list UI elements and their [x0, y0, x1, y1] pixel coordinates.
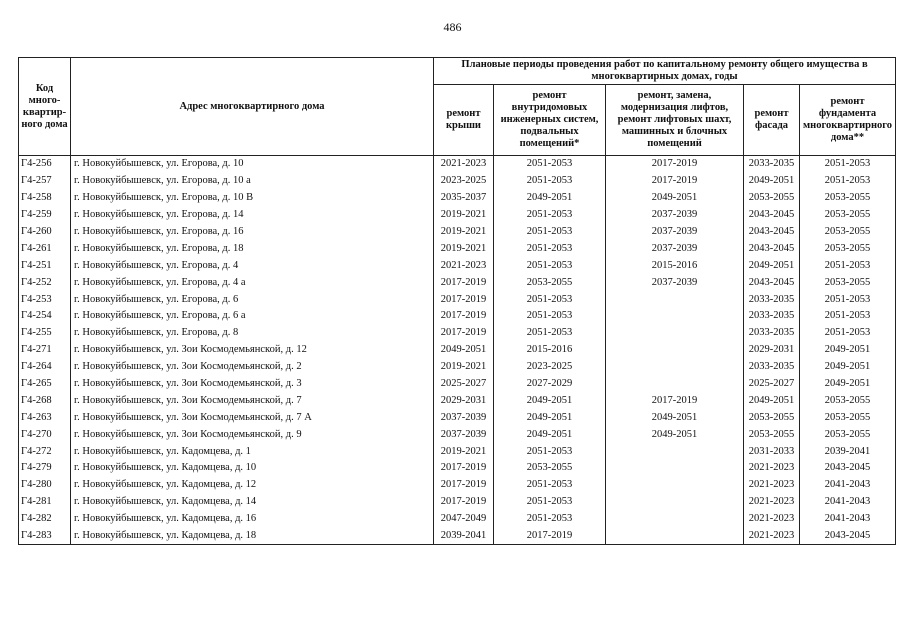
- cell-foundation: 2043-2045: [800, 460, 896, 477]
- cell-code: Г4-265: [19, 376, 71, 393]
- cell-elevators: 2049-2051: [606, 426, 744, 443]
- cell-foundation: 2053-2055: [800, 426, 896, 443]
- cell-elevators: 2015-2016: [606, 257, 744, 274]
- cell-engineering: 2051-2053: [494, 207, 606, 224]
- cell-facade: 2021-2023: [744, 528, 800, 545]
- column-group-header-periods: Плановые периоды проведения работ по капитальному ремонту общего имущества в многоквартирных домах, годы: [434, 58, 896, 85]
- cell-roof: 2019-2021: [434, 224, 494, 241]
- cell-code: Г4-260: [19, 224, 71, 241]
- cell-facade: 2029-2031: [744, 342, 800, 359]
- cell-address: г. Новокуйбышевск, ул. Егорова, д. 18: [71, 240, 434, 257]
- table-row: [19, 376, 896, 393]
- cell-facade: 2043-2045: [744, 274, 800, 291]
- cell-roof: 2019-2021: [434, 207, 494, 224]
- cell-code: Г4-256: [19, 156, 71, 173]
- cell-engineering: 2015-2016: [494, 342, 606, 359]
- cell-code: Г4-253: [19, 291, 71, 308]
- table-row: [19, 207, 896, 224]
- cell-facade: 2033-2035: [744, 291, 800, 308]
- cell-facade: 2053-2055: [744, 409, 800, 426]
- cell-code: Г4-280: [19, 477, 71, 494]
- cell-engineering: 2051-2053: [494, 477, 606, 494]
- cell-address: г. Новокуйбышевск, ул. Кадомцева, д. 12: [71, 477, 434, 494]
- cell-roof: 2017-2019: [434, 308, 494, 325]
- cell-code: Г4-254: [19, 308, 71, 325]
- cell-engineering: 2051-2053: [494, 156, 606, 173]
- cell-address: г. Новокуйбышевск, ул. Зои Космодемьянской, д. 3: [71, 376, 434, 393]
- cell-roof: 2037-2039: [434, 426, 494, 443]
- cell-elevators: [606, 494, 744, 511]
- cell-engineering: 2023-2025: [494, 359, 606, 376]
- cell-facade: 2033-2035: [744, 325, 800, 342]
- cell-facade: 2049-2051: [744, 173, 800, 190]
- cell-foundation: 2051-2053: [800, 173, 896, 190]
- cell-facade: 2021-2023: [744, 494, 800, 511]
- cell-code: Г4-279: [19, 460, 71, 477]
- table-row: [19, 359, 896, 376]
- cell-engineering: 2053-2055: [494, 460, 606, 477]
- cell-facade: 2053-2055: [744, 190, 800, 207]
- cell-foundation: 2051-2053: [800, 257, 896, 274]
- cell-engineering: 2051-2053: [494, 308, 606, 325]
- cell-roof: 2023-2025: [434, 173, 494, 190]
- table-row: [19, 511, 896, 528]
- cell-foundation: 2053-2055: [800, 392, 896, 409]
- column-header-engineering: ремонт внутридомовых инженерных систем, подвальных помещений*: [494, 85, 606, 156]
- cell-foundation: 2041-2043: [800, 494, 896, 511]
- cell-foundation: 2051-2053: [800, 156, 896, 173]
- cell-roof: 2037-2039: [434, 409, 494, 426]
- table-row: [19, 190, 896, 207]
- cell-elevators: 2049-2051: [606, 409, 744, 426]
- cell-engineering: 2027-2029: [494, 376, 606, 393]
- cell-address: г. Новокуйбышевск, ул. Зои Космодемьянской, д. 7 А: [71, 409, 434, 426]
- cell-foundation: 2053-2055: [800, 207, 896, 224]
- cell-elevators: [606, 342, 744, 359]
- table-row: [19, 460, 896, 477]
- cell-address: г. Новокуйбышевск, ул. Зои Космодемьянской, д. 9: [71, 426, 434, 443]
- cell-engineering: 2051-2053: [494, 511, 606, 528]
- cell-code: Г4-252: [19, 274, 71, 291]
- cell-code: Г4-281: [19, 494, 71, 511]
- cell-roof: 2017-2019: [434, 460, 494, 477]
- cell-roof: 2017-2019: [434, 325, 494, 342]
- cell-foundation: 2049-2051: [800, 359, 896, 376]
- cell-roof: 2025-2027: [434, 376, 494, 393]
- page-number: 486: [443, 20, 462, 34]
- table-row: [19, 291, 896, 308]
- cell-address: г. Новокуйбышевск, ул. Кадомцева, д. 16: [71, 511, 434, 528]
- cell-foundation: 2043-2045: [800, 528, 896, 545]
- table-row: [19, 409, 896, 426]
- cell-facade: 2021-2023: [744, 511, 800, 528]
- column-header-elevators: ремонт, замена, модернизация лифтов, ремонт лифтовых шахт, машинных и блочных помещений: [606, 85, 744, 156]
- cell-roof: 2017-2019: [434, 494, 494, 511]
- cell-elevators: 2049-2051: [606, 190, 744, 207]
- cell-elevators: [606, 443, 744, 460]
- cell-address: г. Новокуйбышевск, ул. Егорова, д. 6: [71, 291, 434, 308]
- cell-elevators: [606, 477, 744, 494]
- cell-elevators: [606, 528, 744, 545]
- cell-address: г. Новокуйбышевск, ул. Кадомцева, д. 10: [71, 460, 434, 477]
- cell-address: г. Новокуйбышевск, ул. Зои Космодемьянской, д. 2: [71, 359, 434, 376]
- cell-elevators: 2037-2039: [606, 240, 744, 257]
- cell-roof: 2035-2037: [434, 190, 494, 207]
- cell-roof: 2039-2041: [434, 528, 494, 545]
- table-row: [19, 325, 896, 342]
- cell-address: г. Новокуйбышевск, ул. Егорова, д. 8: [71, 325, 434, 342]
- cell-elevators: [606, 511, 744, 528]
- cell-elevators: [606, 291, 744, 308]
- cell-code: Г4-258: [19, 190, 71, 207]
- cell-address: г. Новокуйбышевск, ул. Егорова, д. 4 а: [71, 274, 434, 291]
- cell-roof: 2021-2023: [434, 257, 494, 274]
- cell-code: Г4-255: [19, 325, 71, 342]
- cell-facade: 2025-2027: [744, 376, 800, 393]
- cell-foundation: 2053-2055: [800, 224, 896, 241]
- cell-foundation: 2051-2053: [800, 291, 896, 308]
- cell-engineering: 2051-2053: [494, 494, 606, 511]
- cell-code: Г4-271: [19, 342, 71, 359]
- cell-foundation: 2053-2055: [800, 409, 896, 426]
- cell-address: г. Новокуйбышевск, ул. Егорова, д. 16: [71, 224, 434, 241]
- cell-code: Г4-272: [19, 443, 71, 460]
- cell-elevators: 2037-2039: [606, 224, 744, 241]
- cell-elevators: 2017-2019: [606, 156, 744, 173]
- cell-code: Г4-282: [19, 511, 71, 528]
- cell-engineering: 2051-2053: [494, 240, 606, 257]
- cell-elevators: 2017-2019: [606, 173, 744, 190]
- cell-facade: 2021-2023: [744, 477, 800, 494]
- cell-code: Г4-261: [19, 240, 71, 257]
- cell-roof: 2019-2021: [434, 240, 494, 257]
- cell-code: Г4-251: [19, 257, 71, 274]
- cell-address: г. Новокуйбышевск, ул. Егорова, д. 6 а: [71, 308, 434, 325]
- cell-engineering: 2049-2051: [494, 426, 606, 443]
- cell-engineering: 2049-2051: [494, 392, 606, 409]
- cell-roof: 2047-2049: [434, 511, 494, 528]
- column-header-foundation: ремонт фундамента многоквартирного дома**: [800, 85, 896, 156]
- cell-foundation: 2049-2051: [800, 342, 896, 359]
- cell-code: Г4-283: [19, 528, 71, 545]
- cell-address: г. Новокуйбышевск, ул. Кадомцева, д. 18: [71, 528, 434, 545]
- cell-foundation: 2053-2055: [800, 240, 896, 257]
- cell-elevators: [606, 359, 744, 376]
- column-header-facade: ремонт фасада: [744, 85, 800, 156]
- table-row: [19, 156, 896, 173]
- cell-elevators: [606, 325, 744, 342]
- column-header-roof: ремонт крыши: [434, 85, 494, 156]
- cell-elevators: [606, 376, 744, 393]
- cell-engineering: 2017-2019: [494, 528, 606, 545]
- cell-code: Г4-257: [19, 173, 71, 190]
- column-header-code: Код много-квартир-ного дома: [19, 58, 71, 156]
- cell-facade: 2021-2023: [744, 460, 800, 477]
- table-row: [19, 274, 896, 291]
- cell-address: г. Новокуйбышевск, ул. Егорова, д. 10 а: [71, 173, 434, 190]
- cell-foundation: 2051-2053: [800, 325, 896, 342]
- cell-facade: 2053-2055: [744, 426, 800, 443]
- cell-elevators: 2017-2019: [606, 392, 744, 409]
- cell-roof: 2029-2031: [434, 392, 494, 409]
- cell-facade: 2043-2045: [744, 240, 800, 257]
- cell-engineering: 2051-2053: [494, 325, 606, 342]
- cell-foundation: 2041-2043: [800, 477, 896, 494]
- table-row: [19, 494, 896, 511]
- cell-engineering: 2049-2051: [494, 409, 606, 426]
- cell-engineering: 2051-2053: [494, 224, 606, 241]
- cell-engineering: 2053-2055: [494, 274, 606, 291]
- cell-engineering: 2051-2053: [494, 443, 606, 460]
- cell-facade: 2049-2051: [744, 257, 800, 274]
- cell-roof: 2017-2019: [434, 291, 494, 308]
- cell-facade: 2033-2035: [744, 359, 800, 376]
- table-row: [19, 477, 896, 494]
- cell-code: Г4-268: [19, 392, 71, 409]
- cell-engineering: 2051-2053: [494, 291, 606, 308]
- cell-address: г. Новокуйбышевск, ул. Кадомцева, д. 1: [71, 443, 434, 460]
- table-row: [19, 257, 896, 274]
- cell-code: Г4-263: [19, 409, 71, 426]
- table-row: [19, 426, 896, 443]
- cell-facade: 2033-2035: [744, 156, 800, 173]
- cell-elevators: 2037-2039: [606, 274, 744, 291]
- cell-engineering: 2051-2053: [494, 257, 606, 274]
- table-row: [19, 173, 896, 190]
- table-row: [19, 392, 896, 409]
- cell-roof: 2017-2019: [434, 274, 494, 291]
- cell-code: Г4-270: [19, 426, 71, 443]
- table-row: [19, 308, 896, 325]
- cell-elevators: [606, 460, 744, 477]
- cell-engineering: 2049-2051: [494, 190, 606, 207]
- column-header-address: Адрес многоквартирного дома: [71, 58, 434, 156]
- table-row: [19, 224, 896, 241]
- table-row: [19, 240, 896, 257]
- capital-repair-schedule-table: [18, 57, 896, 545]
- cell-foundation: 2039-2041: [800, 443, 896, 460]
- cell-roof: 2017-2019: [434, 477, 494, 494]
- table-row: [19, 528, 896, 545]
- cell-facade: 2031-2033: [744, 443, 800, 460]
- cell-roof: 2049-2051: [434, 342, 494, 359]
- cell-roof: 2019-2021: [434, 443, 494, 460]
- cell-engineering: 2051-2053: [494, 173, 606, 190]
- cell-roof: 2021-2023: [434, 156, 494, 173]
- cell-foundation: 2053-2055: [800, 190, 896, 207]
- cell-elevators: [606, 308, 744, 325]
- cell-address: г. Новокуйбышевск, ул. Егорова, д. 10 В: [71, 190, 434, 207]
- cell-address: г. Новокуйбышевск, ул. Егорова, д. 14: [71, 207, 434, 224]
- cell-facade: 2033-2035: [744, 308, 800, 325]
- cell-foundation: 2049-2051: [800, 376, 896, 393]
- table-row: [19, 443, 896, 460]
- cell-address: г. Новокуйбышевск, ул. Зои Космодемьянской, д. 12: [71, 342, 434, 359]
- cell-code: Г4-264: [19, 359, 71, 376]
- cell-facade: 2043-2045: [744, 207, 800, 224]
- cell-facade: 2049-2051: [744, 392, 800, 409]
- cell-foundation: 2041-2043: [800, 511, 896, 528]
- cell-address: г. Новокуйбышевск, ул. Зои Космодемьянской, д. 7: [71, 392, 434, 409]
- cell-foundation: 2051-2053: [800, 308, 896, 325]
- cell-facade: 2043-2045: [744, 224, 800, 241]
- cell-elevators: 2037-2039: [606, 207, 744, 224]
- cell-address: г. Новокуйбышевск, ул. Кадомцева, д. 14: [71, 494, 434, 511]
- table-row: [19, 342, 896, 359]
- cell-roof: 2019-2021: [434, 359, 494, 376]
- cell-address: г. Новокуйбышевск, ул. Егорова, д. 10: [71, 156, 434, 173]
- cell-foundation: 2053-2055: [800, 274, 896, 291]
- cell-address: г. Новокуйбышевск, ул. Егорова, д. 4: [71, 257, 434, 274]
- cell-code: Г4-259: [19, 207, 71, 224]
